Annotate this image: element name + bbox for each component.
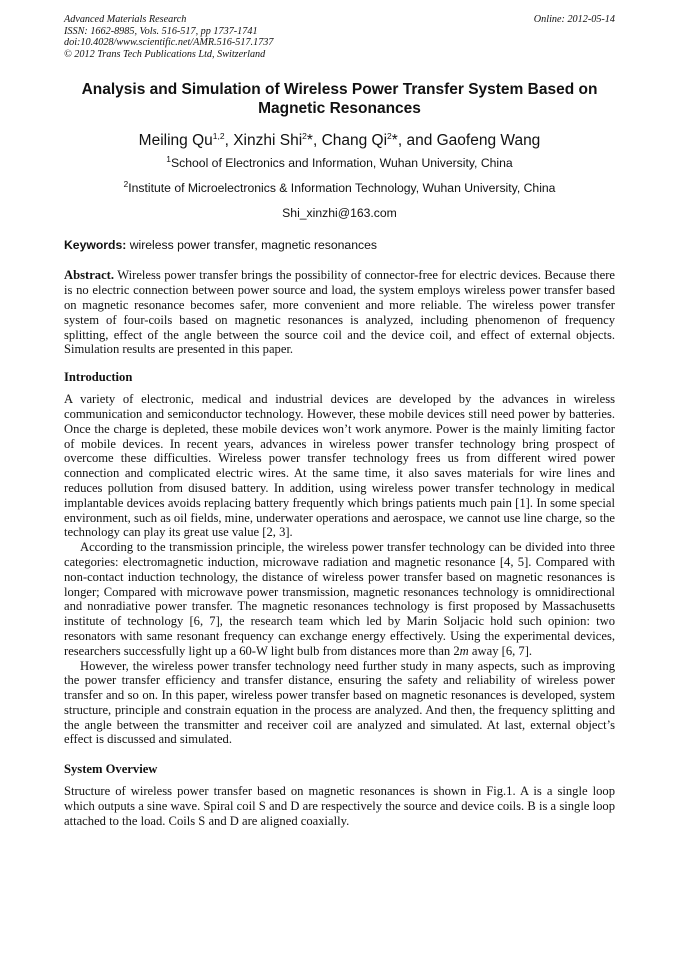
journal-header [64, 14, 615, 60]
intro-paragraph-2-end: away [6, 7]. [468, 643, 533, 658]
author-1-affil: 1,2 [212, 131, 225, 142]
abstract-text: Wireless power transfer brings the possibility of connector-free for electric devices. Because there is no electric connection between power source and load, the system employs wireless power transfer based on magnetic resonance becomes safer, more convenient and more reliable. The wireless power transfer system of four-coils based on magnetic resonances is analyzed, including phenomenon of frequency splitting, effect of the angle between the source coil and the device coil, and effect of external objects. Simulation results are presented in this paper. [64, 268, 615, 357]
author-4: and Gaofeng Wang [406, 132, 541, 150]
doi-line: doi:10.4028/www.scientific.net/AMR.516-517.1737 [64, 37, 274, 49]
intro-paragraph-3: However, the wireless power transfer technology need further study in many aspects, such as improving the power transfer efficiency and transfer distance, ensuring the safety and reliability of wireless power transfer and so on. In this paper, wireless power transfer based on magnetic resonances is developed, system structure, principle and constrain equation in the process are analyzed. And then, the frequency splitting and the angle between the transmitter and receiver coil are analyzed and simulated. At last, external object’s effect is discussed and simulated. [64, 658, 615, 747]
system-overview-paragraph-1: Structure of wireless power transfer based on magnetic resonances is shown in Fig.1. A is a single loop which outputs a sine wave. Spiral coil S and D are respectively the source and device coils. B is a single loop attached to the load. Coils S and D are aligned coaxially. [64, 784, 615, 828]
paper-title: Analysis and Simulation of Wireless Power Transfer System Based on Magnetic Resonances [81, 81, 598, 118]
intro-paragraph-2-start: According to the transmission principle, the wireless power transfer technology can be divided into three categories: electromagnetic induction, microwave radiation and magnetic resonance [4, 5]. Compared with non-contact induction technology, the distance of wireless power transfer based on magnetic resonances is longer; Compared with microwave power transmission, magnetic resonances technology is omnidirectional and nonradiative power transfer. The magnetic resonances technology is first proposed by Massachusetts institute of technology [6, 7], the research team which led by Marin Soljacic hold such opinion: two resonators with same resonant frequency can exchange energy effectively. Using the experimental devices, researchers successfully light up a 60-W light bulb from distances more than 2 [64, 540, 615, 658]
issn-line: ISSN: 1662-8985, Vols. 516-517, pp 1737-1741 [64, 25, 258, 37]
contact-email: Shi_xinzhi@163.com [282, 206, 397, 221]
author-list: Meiling Qu$^{1,2}$, Xinzhi Shi$^2$*, Chang Qi$^2$*, and Gaofeng Wang [138, 131, 541, 150]
introduction-section [64, 392, 615, 747]
keywords-label: Keywords: [64, 238, 127, 253]
author-1: Meiling Qu [138, 132, 213, 150]
author-2-affil: 2 [302, 131, 307, 142]
author-2-mark: * [306, 132, 313, 150]
intro-paragraph-2-unit: m [459, 643, 469, 658]
intro-paragraph-1: A variety of electronic, medical and industrial devices are developed by the advances in wireless communication and semiconductor technology. However, these mobile devices still need power by batteries. Once the charge is depleted, these mobile devices won’t work anymore. Power is the mainly limiting factor of mobile devices. In recent years, advances in wireless power transfer technology bring prospect of overcome these difficulties. Wireless power transfer technology frees us from different wired power connection and complicated electric wires. At the same time, it also saves materials for wire lines and reduces pollution from disused battery. In addition, using wireless power transfer technology in medical implantable devices avoids replacing battery frequently which brings patients much pain [1]. In some special environment, such as oil fields, mine, underwater operations and aerospace, we cannot use line charge, so the technology can play its great use value [2, 3]. [64, 392, 615, 540]
abstract [64, 268, 615, 357]
author-3-affil: 2 [387, 131, 392, 142]
affiliation-2-text: Institute of Microelectronics & Information Technology, Wuhan University, China [128, 181, 556, 196]
journal-name: Advanced Materials Research [64, 14, 187, 25]
affiliation-2 [64, 181, 615, 196]
system-overview-section [64, 784, 615, 828]
affiliation-1-number: 1 [166, 154, 172, 165]
online-date: Online: 2012-05-14 [533, 14, 615, 25]
author-3-mark: * [391, 132, 398, 150]
author-3: Chang Qi [321, 132, 388, 150]
affiliation-1-text: School of Electronics and Information, Wuhan University, China [171, 156, 513, 171]
copyright-line: © 2012 Trans Tech Publications Ltd, Switzerland [64, 48, 266, 60]
abstract-label: Abstract. [64, 268, 115, 283]
keywords [64, 238, 615, 253]
system-overview-heading: System Overview [64, 762, 158, 777]
paper-page [64, 14, 615, 829]
affiliation-1 [64, 156, 615, 171]
introduction-heading: Introduction [64, 370, 133, 385]
intro-paragraph-2 [64, 540, 615, 658]
keywords-text: wireless power transfer, magnetic resonances [129, 238, 377, 253]
author-2: Xinzhi Shi [233, 132, 303, 150]
affiliation-2-number: 2 [123, 179, 129, 190]
